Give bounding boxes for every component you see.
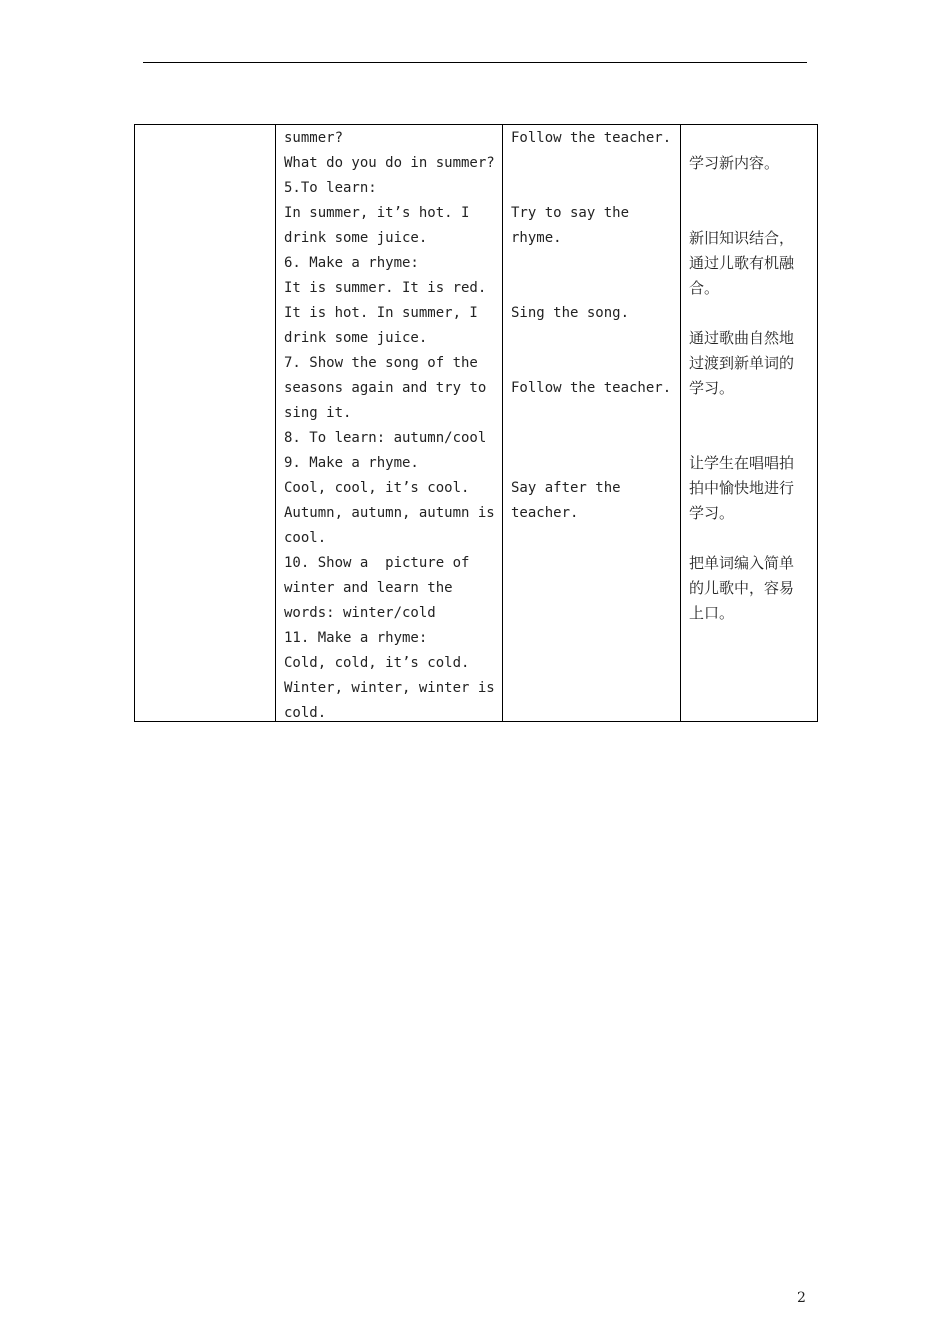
- purpose-line: 过渡到新单词的: [689, 354, 795, 372]
- procedure-line: seasons again and try to: [284, 380, 487, 396]
- purpose-line: 上口。: [689, 604, 735, 622]
- procedure-line: Autumn, autumn, autumn is: [284, 505, 495, 521]
- procedure-line: drink some juice.: [284, 330, 428, 346]
- procedure-line: 7. Show the song of the: [284, 355, 478, 371]
- procedure-line: In summer, it’s hot. I: [284, 205, 470, 221]
- procedure-line: 11. Make a rhyme:: [284, 630, 428, 646]
- procedure-line: 10. Show a picture of: [284, 555, 470, 571]
- purpose-line: 学习新内容。: [689, 154, 780, 172]
- student-line: teacher.: [511, 505, 579, 521]
- purpose-line: 学习。: [689, 379, 735, 397]
- student-line: Follow the teacher.: [511, 380, 672, 396]
- purpose-line: 通过儿歌有机融: [689, 254, 795, 272]
- purpose-line: 学习。: [689, 504, 735, 522]
- procedure-line: words: winter/cold: [284, 605, 436, 621]
- purpose-line: 拍中愉快地进行: [689, 479, 795, 497]
- procedure-line: cold.: [284, 705, 327, 721]
- design-purpose-column: [681, 125, 819, 721]
- stage-column: [135, 125, 276, 721]
- page-number: 2: [797, 1290, 806, 1306]
- header-rule: [143, 62, 807, 63]
- purpose-line: 把单词编入简单: [689, 554, 795, 572]
- procedure-line: sing it.: [284, 405, 352, 421]
- student-line: Say after the: [511, 480, 621, 496]
- purpose-line: 合。: [689, 279, 720, 297]
- procedure-line: It is hot. In summer, I: [284, 305, 478, 321]
- purpose-line: 通过歌曲自然地: [689, 329, 795, 347]
- procedure-line: drink some juice.: [284, 230, 428, 246]
- procedure-line: 5.To learn:: [284, 180, 377, 196]
- procedure-line: cool.: [284, 530, 327, 546]
- student-activity-column: [503, 125, 681, 721]
- procedure-line: What do you do in summer?: [284, 155, 495, 171]
- student-line: rhyme.: [511, 230, 562, 246]
- procedure-line: Cold, cold, it’s cold.: [284, 655, 470, 671]
- student-line: Try to say the: [511, 205, 630, 221]
- procedure-line: It is summer. It is red.: [284, 280, 487, 296]
- procedure-line: 6. Make a rhyme:: [284, 255, 419, 271]
- teacher-activity-column: [276, 125, 503, 721]
- procedure-line: Winter, winter, winter is: [284, 680, 495, 696]
- lesson-plan-table: [134, 124, 818, 722]
- student-line: Follow the teacher.: [511, 130, 672, 146]
- procedure-line: summer?: [284, 130, 344, 146]
- procedure-line: Cool, cool, it’s cool.: [284, 480, 470, 496]
- student-line: Sing the song.: [511, 305, 630, 321]
- procedure-line: winter and learn the: [284, 580, 453, 596]
- procedure-line: 8. To learn: autumn/cool: [284, 430, 487, 446]
- procedure-line: 9. Make a rhyme.: [284, 455, 419, 471]
- purpose-line: 让学生在唱唱拍: [689, 454, 795, 472]
- purpose-line: 的儿歌中，容易: [689, 579, 795, 597]
- purpose-line: 新旧知识结合，: [689, 229, 795, 247]
